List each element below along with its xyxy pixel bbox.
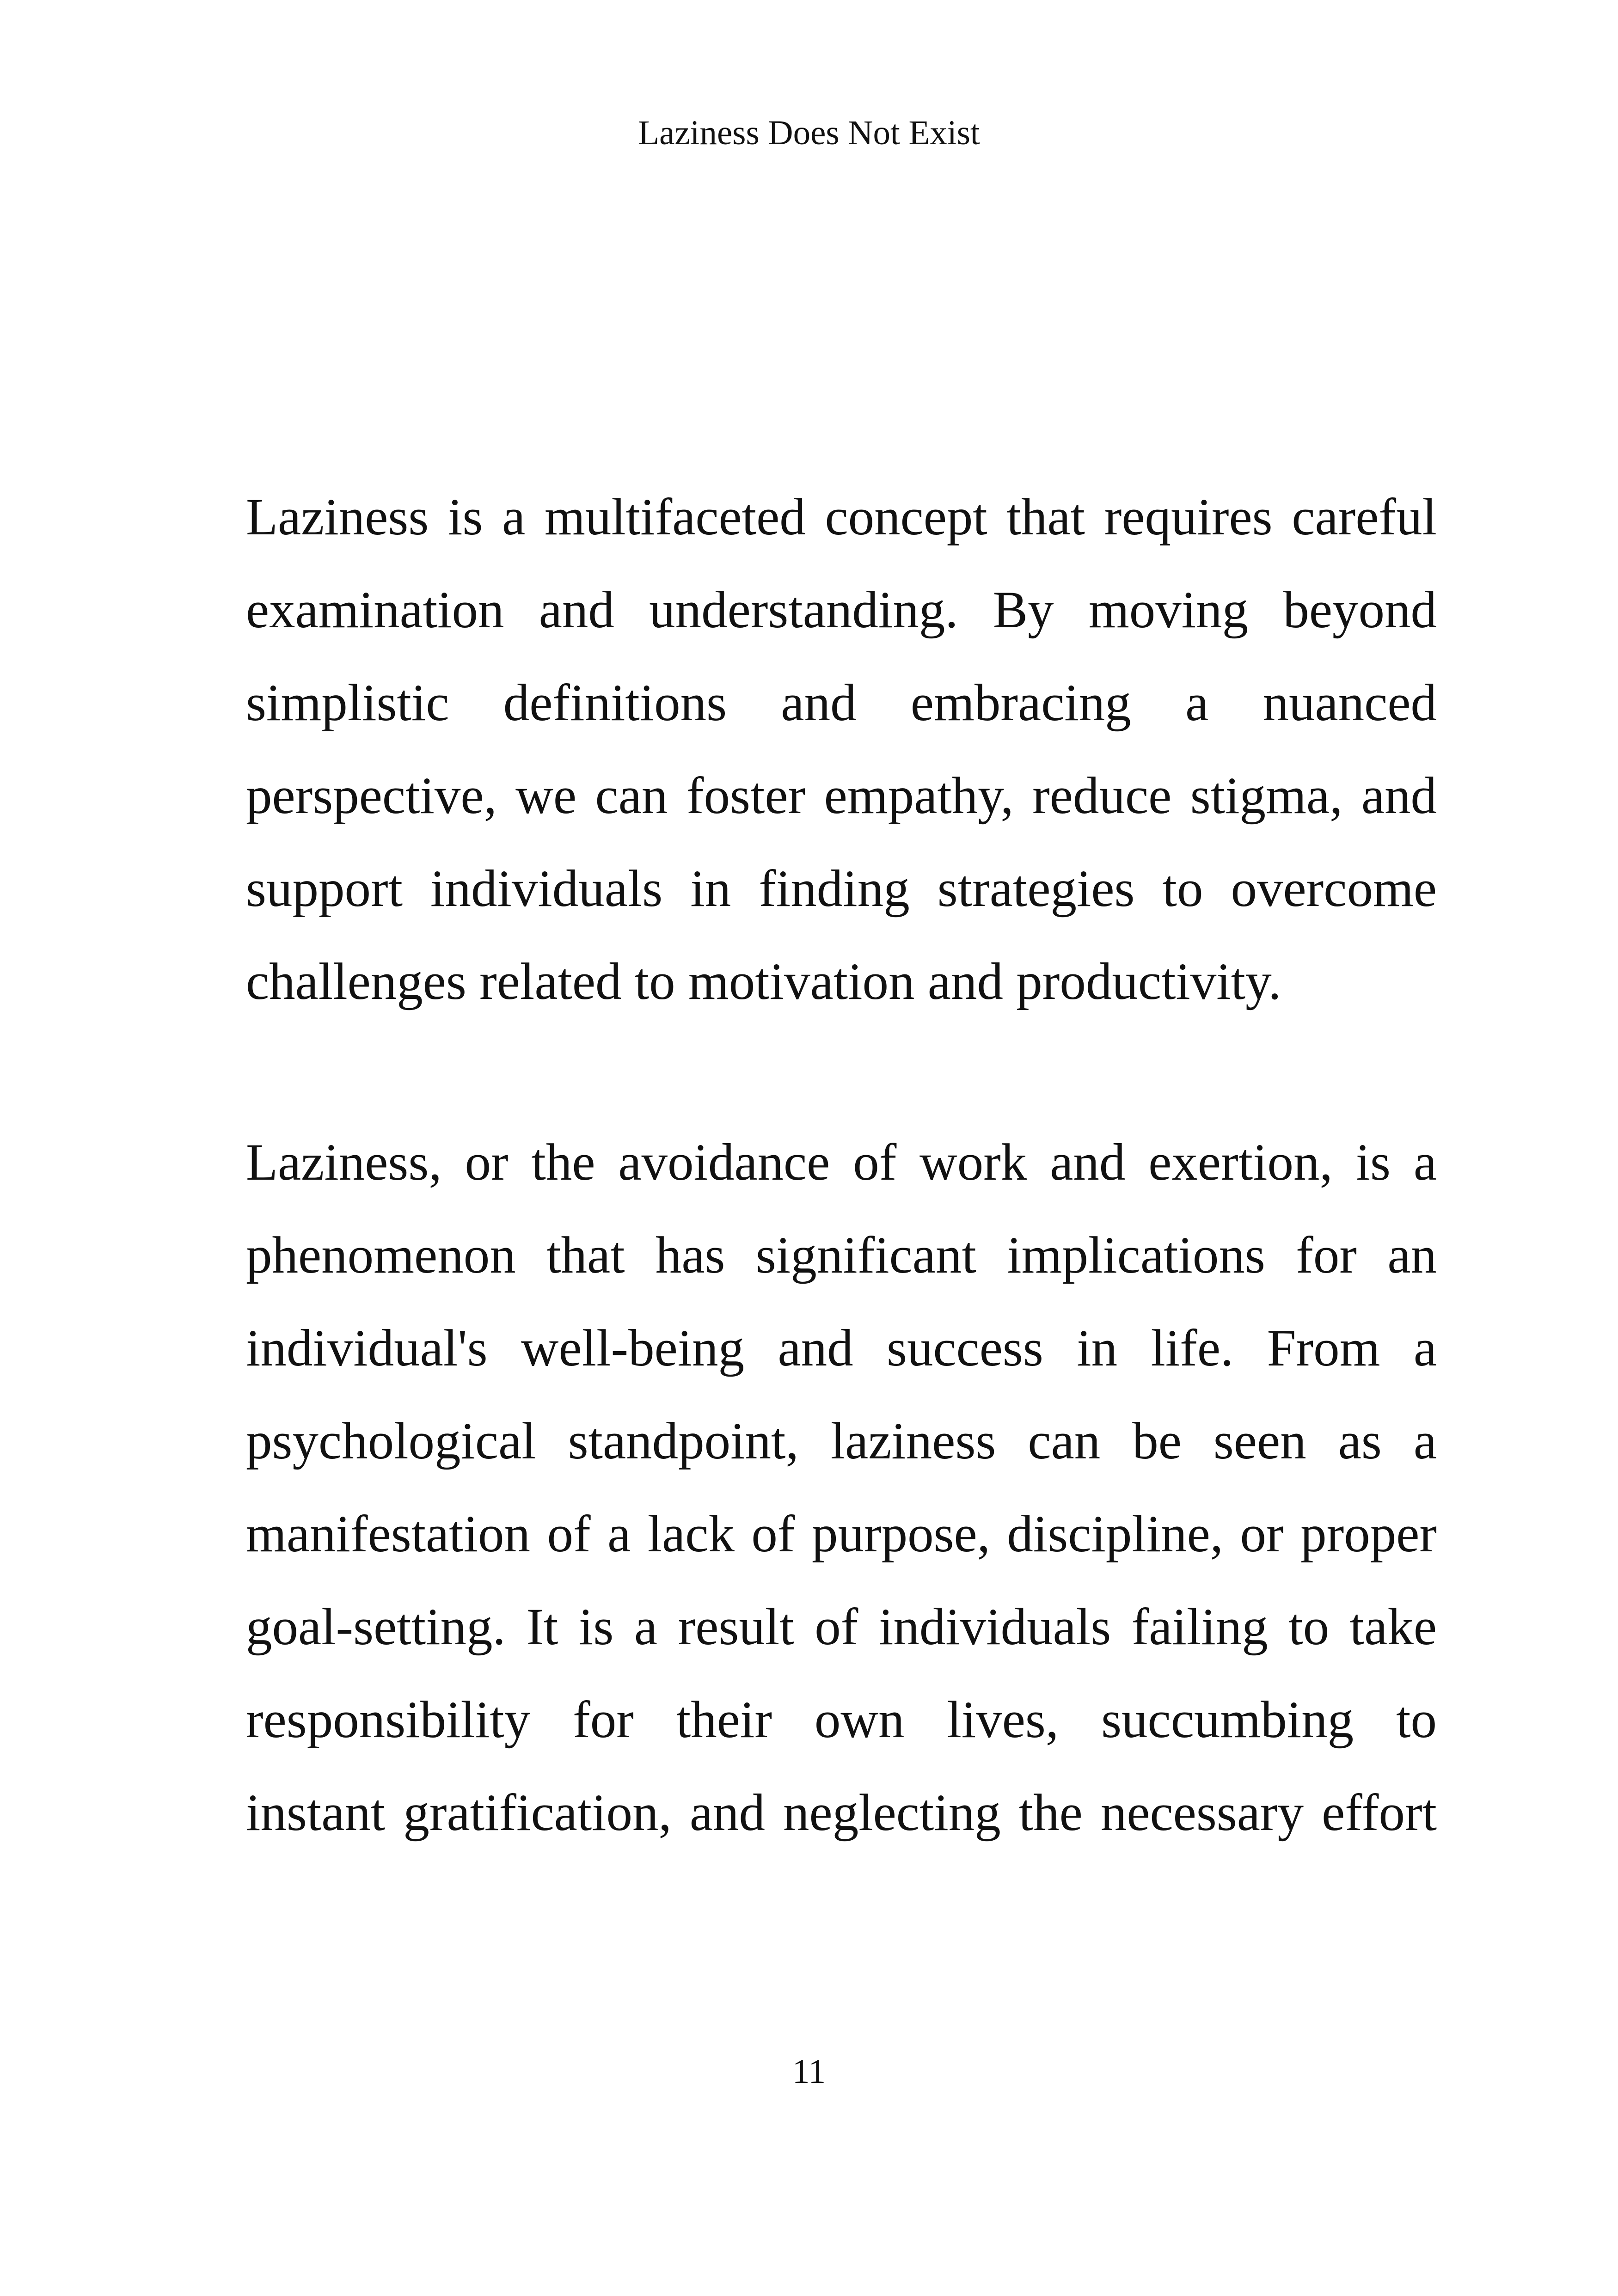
paragraph-line: Laziness, or the avoidance of work and exertion, is a <box>246 1133 1437 1191</box>
paragraph-line: instant gratification, and neglecting the necessary effort <box>246 1784 1437 1842</box>
paragraph <box>246 1116 1437 1859</box>
paragraph-line: challenges related to motivation and productivity. <box>246 953 1281 1010</box>
paragraph-line: manifestation of a lack of purpose, discipline, or proper <box>246 1505 1437 1563</box>
paragraph-line: psychological standpoint, laziness can be seen as a <box>246 1412 1437 1470</box>
paragraph-line: individual's well-being and success in life. From a <box>246 1319 1437 1377</box>
page-number: 11 <box>792 2052 826 2091</box>
running-header: Laziness Does Not Exist <box>638 114 980 152</box>
paragraph-line: responsibility for their own lives, succumbing to <box>246 1691 1437 1749</box>
paragraph-line: examination and understanding. By moving beyond <box>246 581 1437 639</box>
paragraph <box>246 471 1437 1028</box>
paragraph-line: goal-setting. It is a result of individuals failing to take <box>246 1598 1437 1656</box>
paragraph-line: Laziness is a multifaceted concept that requires careful <box>246 488 1437 546</box>
paragraph-line: simplistic definitions and embracing a nuanced <box>246 674 1437 732</box>
paragraph-line: phenomenon that has significant implications for an <box>246 1226 1437 1284</box>
paragraph-line: perspective, we can foster empathy, reduce stigma, and <box>246 767 1437 825</box>
paragraph-line: support individuals in finding strategies to overcome <box>246 860 1437 918</box>
